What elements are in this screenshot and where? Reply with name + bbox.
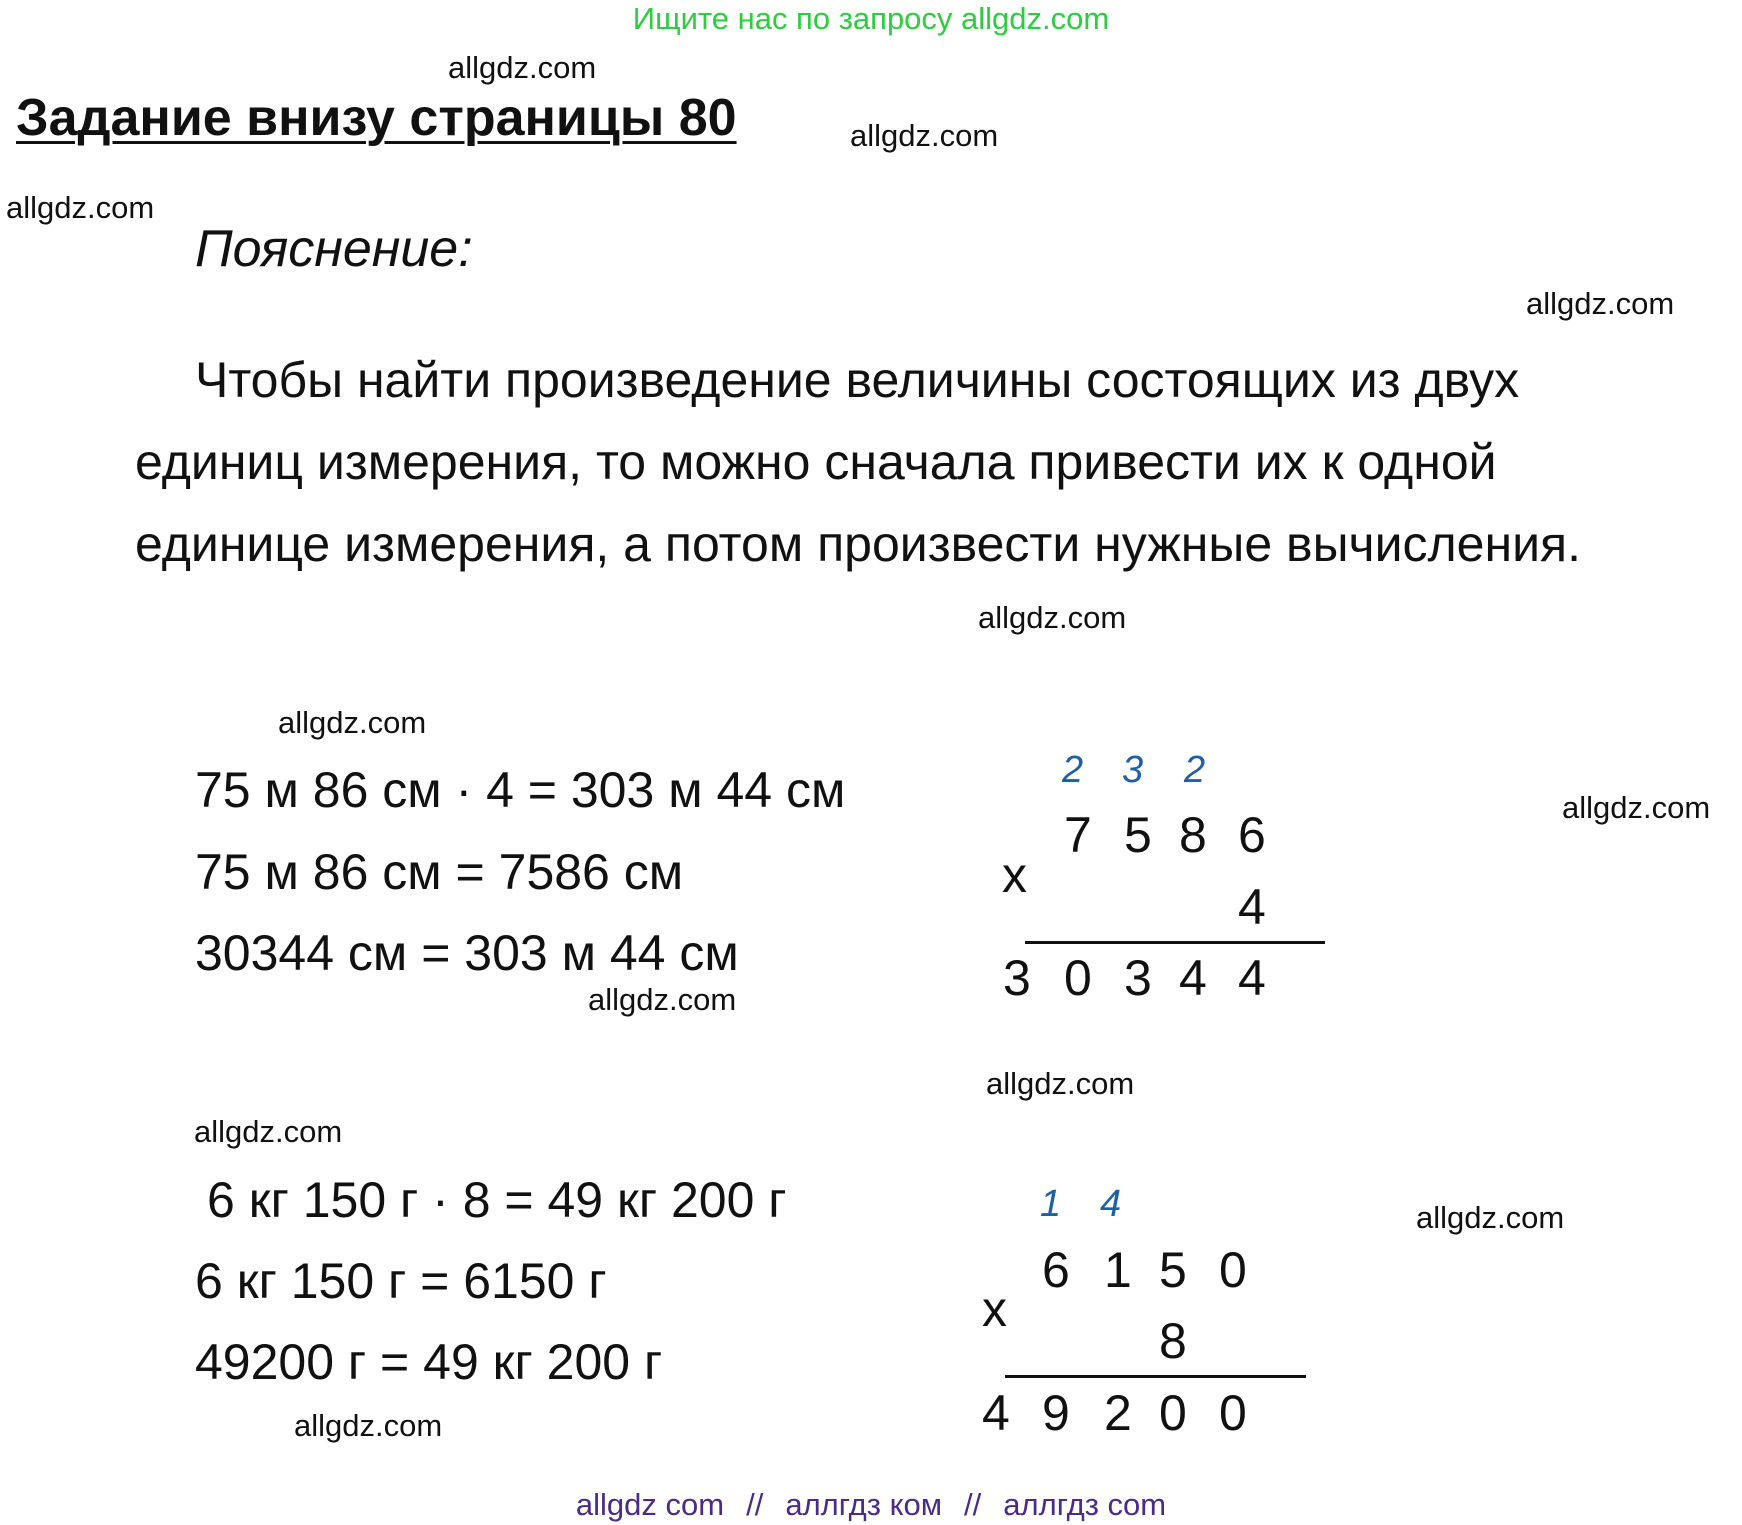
multiplier-digit: 8 <box>1159 1313 1187 1369</box>
watermark: allgdz.com <box>278 705 427 740</box>
result-digit: 4 <box>982 1385 1010 1441</box>
watermark: allgdz.com <box>294 1408 443 1443</box>
top-banner: Ищите нас по запросу allgdz.com <box>632 1 1110 36</box>
example1-equation: 75 м 86 см · 4 = 303 м 44 см <box>195 762 846 818</box>
footer-separator: // <box>746 1487 764 1522</box>
multiplier-digit: 4 <box>1238 879 1266 935</box>
carry-digit: 2 <box>1184 749 1206 791</box>
carry-digit: 2 <box>1062 749 1084 791</box>
multiplicand-digit: 8 <box>1179 807 1207 863</box>
result-digit: 4 <box>1238 950 1266 1006</box>
multiplicand-digit: 6 <box>1238 807 1266 863</box>
multiplicand-digit: 0 <box>1219 1242 1247 1298</box>
result-digit: 0 <box>1159 1385 1187 1441</box>
page-title: Задание внизу страницы 80 <box>16 89 737 147</box>
multiplicand-digit: 5 <box>1124 807 1152 863</box>
watermark: allgdz.com <box>588 982 737 1017</box>
result-digit: 4 <box>1179 950 1207 1006</box>
example1-equation: 30344 см = 303 м 44 см <box>195 925 739 981</box>
multiplicand-digit: 7 <box>1064 807 1092 863</box>
explanation-heading: Пояснение: <box>195 220 473 278</box>
result-digit: 3 <box>1003 950 1031 1006</box>
watermark: allgdz.com <box>1526 286 1675 321</box>
footer-part: аллгдз ком <box>785 1487 943 1522</box>
multiplicand-digit: 6 <box>1042 1242 1070 1298</box>
footer-separator: // <box>964 1487 982 1522</box>
example1-equation: 75 м 86 см = 7586 см <box>195 844 684 900</box>
multiplicand-digit: 5 <box>1159 1242 1187 1298</box>
carry-digit: 4 <box>1100 1183 1122 1225</box>
result-digit: 3 <box>1124 950 1152 1006</box>
watermark: allgdz.com <box>978 600 1127 635</box>
example2-equation: 6 кг 150 г · 8 = 49 кг 200 г <box>207 1172 787 1228</box>
carry-digit: 1 <box>1040 1183 1062 1225</box>
multiply-sign: x <box>1002 847 1027 903</box>
watermark: allgdz.com <box>986 1066 1135 1101</box>
footer-part: аллгдз com <box>1003 1487 1167 1522</box>
multiply-sign: x <box>982 1281 1007 1337</box>
result-digit: 2 <box>1104 1385 1132 1441</box>
example2-equation: 49200 г = 49 кг 200 г <box>195 1334 663 1390</box>
example2-equation: 6 кг 150 г = 6150 г <box>195 1253 607 1309</box>
column-rule <box>1025 941 1325 944</box>
watermark: allgdz.com <box>6 190 155 225</box>
explanation-line: Чтобы найти произведение величины состоящих из двух <box>195 352 1520 408</box>
explanation-line: единиц измерения, то можно сначала привести их к одной <box>135 434 1497 490</box>
column-rule <box>1005 1375 1306 1378</box>
watermark: allgdz.com <box>1416 1200 1565 1235</box>
explanation-line: единице измерения, а потом произвести нужные вычисления. <box>135 516 1581 572</box>
result-digit: 0 <box>1064 950 1092 1006</box>
footer-part: allgdz com <box>575 1487 725 1522</box>
watermark: allgdz.com <box>448 50 597 85</box>
result-digit: 9 <box>1042 1385 1070 1441</box>
watermark: allgdz.com <box>194 1114 343 1149</box>
watermark: allgdz.com <box>1562 790 1711 825</box>
watermark: allgdz.com <box>850 118 999 153</box>
footer <box>0 1487 1742 1523</box>
carry-digit: 3 <box>1122 749 1144 791</box>
result-digit: 0 <box>1219 1385 1247 1441</box>
multiplicand-digit: 1 <box>1104 1242 1132 1298</box>
